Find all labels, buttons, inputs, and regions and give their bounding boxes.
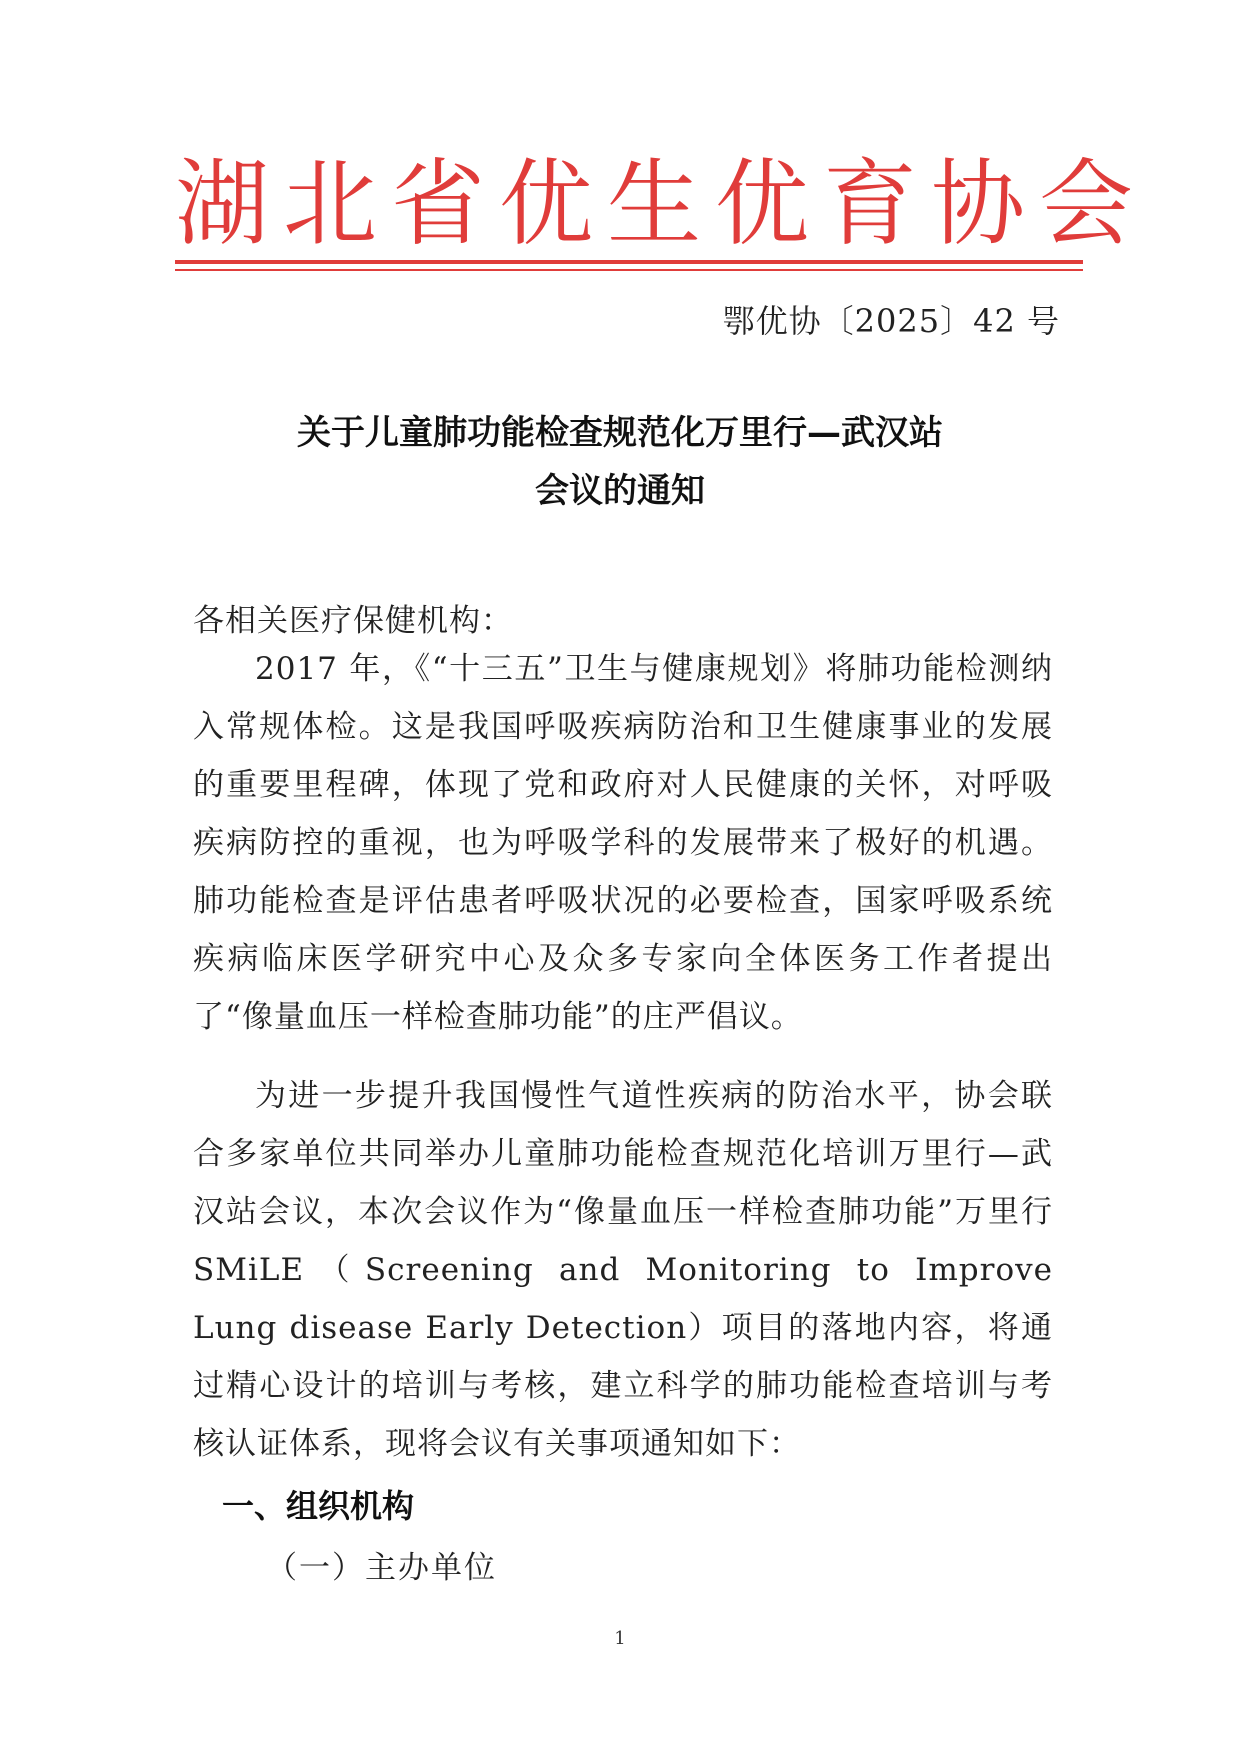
salutation: 各相关医疗保健机构： [193,603,513,639]
letterhead-rule-thin [175,269,1083,271]
letterhead-rule-thick [175,260,1083,264]
letterhead-org-name: 湖北省优生优育协会 [175,150,1148,259]
section-heading-organization: 一、组织机构 [222,1487,415,1525]
body-paragraph-1: 2017 年，《“十三五”卫生与健康规划》将肺功能检测纳入常规体检。这是我国呼吸疾病防治和卫生健康事业的发展的重要里程碑，体现了党和政府对人民健康的关怀，对呼吸疾病防控的重视，也为呼吸学科的发展带来了极好的机遇。肺功能检查是评估患者呼吸状况的必要检查，国家呼吸系统疾病临床医学研究中心及众多专家向全体医务工作者提出了“像量血压一样检查肺功能”的庄严倡议。 [193,651,1053,1035]
page-number: 1 [614,1628,626,1649]
subsection-host-unit: （一）主办单位 [266,1550,497,1586]
document-number: 鄂优协〔2025〕42 号 [722,302,1060,340]
body-paragraph-2: 为进一步提升我国慢性气道性疾病的防治水平，协会联合多家单位共同举办儿童肺功能检查规范化培训万里行—武汉站会议，本次会议作为“像量血压一样检查肺功能”万里行 SMiLE（Screening and Monitoring to Improve Lung disease Early Detection）项目的落地内容，将通过精心设计的培训与考核，建立科学的肺功能检查培训与考核认证体系，现将会议有关事项通知如下： [193,1078,1053,1462]
document-title-line-1: 关于儿童肺功能检查规范化万里行—武汉站 [297,413,943,453]
document-title-line-2: 会议的通知 [535,471,705,511]
